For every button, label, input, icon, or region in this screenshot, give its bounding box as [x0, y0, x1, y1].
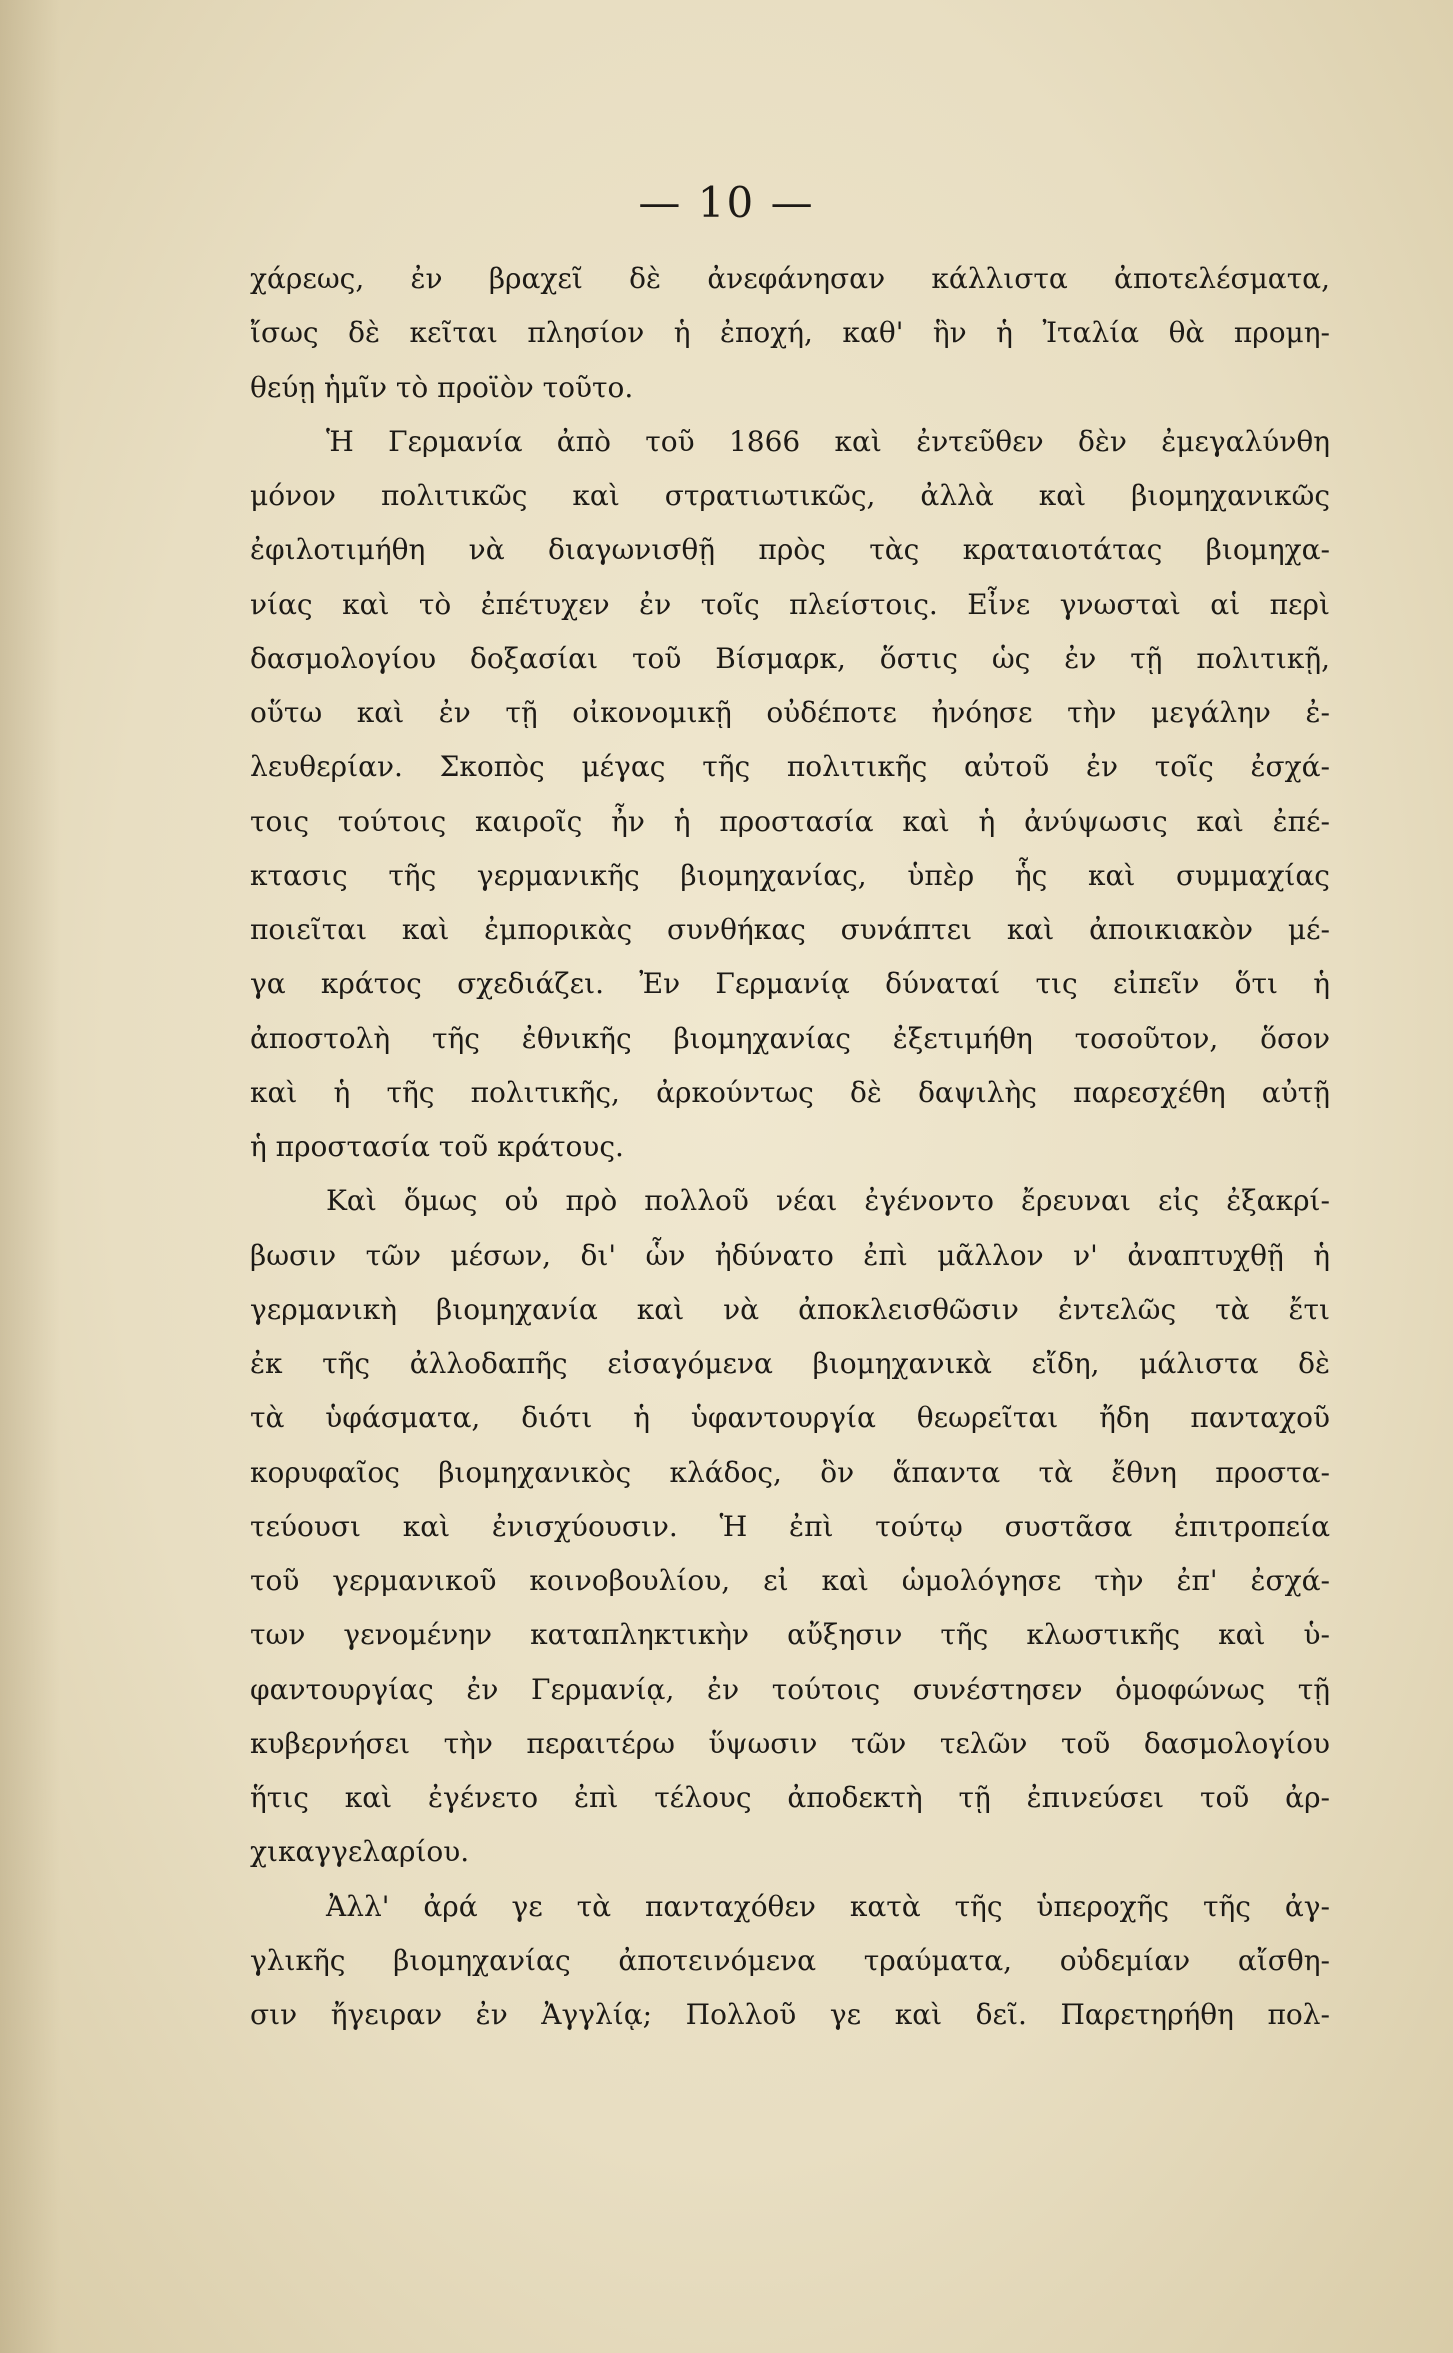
text-line: γα κράτος σχεδιάζει. Ἐν Γερμανίᾳ δύναταί τις εἰπεῖν ὅτι ἡ: [250, 967, 1330, 1001]
text-line: κορυφαῖος βιομηχανικὸς κλάδος, ὃν ἅπαντα τὰ ἔθνη προστα-: [250, 1455, 1330, 1489]
text-line: σιν ἤγειραν ἐν Ἀγγλίᾳ; Πολλοῦ γε καὶ δεῖ. Παρετηρήθη πολ-: [250, 1998, 1330, 2031]
text-line: κυβερνήσει τὴν περαιτέρω ὕψωσιν τῶν τελῶν τοῦ δασμολογίου: [250, 1726, 1330, 1760]
text-line: Ἡ Γερμανία ἀπὸ τοῦ 1866 καὶ ἐντεῦθεν δὲν ἐμεγαλύνθη: [326, 424, 1330, 458]
text-line: γερμανικὴ βιομηχανία καὶ νὰ ἀποκλεισθῶσιν ἐντελῶς τὰ ἔτι: [250, 1292, 1330, 1326]
text-line: δασμολογίου δοξασίαι τοῦ Βίσμαρκ, ὅστις ὡς ἐν τῇ πολιτικῇ,: [250, 641, 1330, 675]
text-line: Ἀλλ' ἀρά γε τὰ πανταχόθεν κατὰ τῆς ὑπεροχῆς τῆς ἀγ-: [326, 1889, 1330, 1923]
text-line: των γενομένην καταπληκτικὴν αὔξησιν τῆς κλωστικῆς καὶ ὑ-: [250, 1618, 1330, 1652]
text-line: γλικῆς βιομηχανίας ἀποτεινόμενα τραύματα, οὐδεμίαν αἴσθη-: [250, 1943, 1330, 1977]
text-line: τοῦ γερμανικοῦ κοινοβουλίου, εἰ καὶ ὡμολόγησε τὴν ἐπ' ἐσχά-: [250, 1564, 1330, 1597]
text-line: ἡ προστασία τοῦ κράτους.: [250, 1130, 624, 1163]
body-text: [250, 252, 1330, 2042]
text-line: ἐκ τῆς ἀλλοδαπῆς εἰσαγόμενα βιομηχανικὰ εἴδη, μάλιστα δὲ: [250, 1347, 1330, 1380]
text-line: βωσιν τῶν μέσων, δι' ὧν ἠδύνατο ἐπὶ μᾶλλον ν' ἀναπτυχθῇ ἡ: [250, 1238, 1330, 1272]
text-line: οὕτω καὶ ἐν τῇ οἰκονομικῇ οὐδέποτε ἠνόησε τὴν μεγάλην ἐ-: [250, 696, 1330, 729]
text-line: ποιεῖται καὶ ἐμπορικὰς συνθήκας συνάπτει καὶ ἀποικιακὸν μέ-: [250, 913, 1330, 946]
text-line: Καὶ ὅμως οὐ πρὸ πολλοῦ νέαι ἐγένοντο ἔρευναι εἰς ἐξακρί-: [326, 1184, 1330, 1218]
text-line: καὶ ἡ τῆς πολιτικῆς, ἀρκούντως δὲ δαψιλὴς παρεσχέθη αὐτῇ: [250, 1075, 1330, 1109]
page-number: — 10 —: [638, 178, 815, 227]
text-line: μόνον πολιτικῶς καὶ στρατιωτικῶς, ἀλλὰ καὶ βιομηχανικῶς: [250, 479, 1330, 512]
text-line: θεύῃ ἡμῖν τὸ προϊὸν τοῦτο.: [250, 370, 634, 404]
text-line: ἀποστολὴ τῆς ἐθνικῆς βιομηχανίας ἐξετιμήθη τοσοῦτον, ὅσον: [250, 1021, 1330, 1055]
text-line: φαντουργίας ἐν Γερμανίᾳ, ἐν τούτοις συνέστησεν ὁμοφώνως τῇ: [250, 1672, 1330, 1706]
text-line: ἴσως δὲ κεῖται πλησίον ἡ ἐποχή, καθ' ἣν ἡ Ἰταλία θὰ προμη-: [250, 316, 1330, 350]
text-line: λευθερίαν. Σκοπὸς μέγας τῆς πολιτικῆς αὐτοῦ ἐν τοῖς ἐσχά-: [250, 750, 1330, 784]
text-line: τὰ ὑφάσματα, διότι ἡ ὑφαντουργία θεωρεῖται ἤδη πανταχοῦ: [250, 1401, 1330, 1435]
text-line: ἐφιλοτιμήθη νὰ διαγωνισθῇ πρὸς τὰς κραταιοτάτας βιομηχα-: [250, 533, 1330, 567]
text-line: ἥτις καὶ ἐγένετο ἐπὶ τέλους ἀποδεκτὴ τῇ ἐπινεύσει τοῦ ἀρ-: [250, 1781, 1330, 1814]
text-line: τεύουσι καὶ ἐνισχύουσιν. Ἡ ἐπὶ τούτῳ συστᾶσα ἐπιτροπεία: [250, 1509, 1330, 1543]
text-line: χάρεως, ἐν βραχεῖ δὲ ἀνεφάνησαν κάλλιστα ἀποτελέσματα,: [250, 262, 1330, 295]
text-line: κτασις τῆς γερμανικῆς βιομηχανίας, ὑπὲρ ἧς καὶ συμμαχίας: [250, 858, 1330, 892]
text-line: τοις τούτοις καιροῖς ἦν ἡ προστασία καὶ ἡ ἀνύψωσις καὶ ἐπέ-: [250, 804, 1330, 838]
text-line: νίας καὶ τὸ ἐπέτυχεν ἐν τοῖς πλείστοις. Εἶνε γνωσταὶ αἱ περὶ: [250, 587, 1330, 621]
text-line: χικαγγελαρίου.: [250, 1835, 470, 1869]
